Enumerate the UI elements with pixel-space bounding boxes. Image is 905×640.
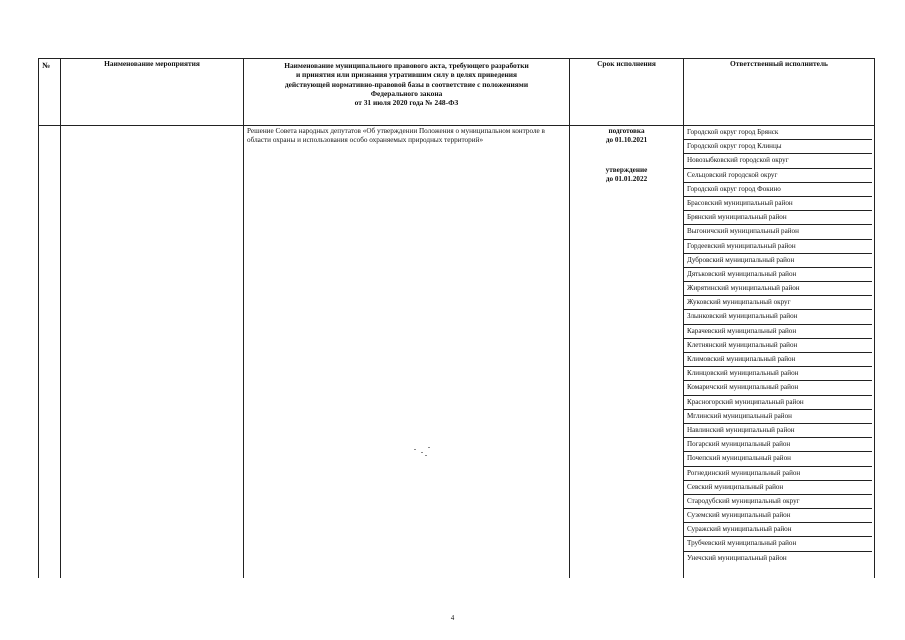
executor-list	[684, 126, 874, 565]
row-event-cell	[61, 126, 244, 579]
executor-item: Сельцовский городской округ	[684, 169, 872, 183]
measures-table	[38, 58, 875, 578]
row-act-cell	[244, 126, 570, 579]
executor-item: Выгоничский муниципальный район	[684, 225, 872, 239]
prep-date: до 01.10.2021	[605, 136, 648, 145]
executor-item: Стародубский муниципальный округ	[684, 495, 872, 509]
header-event-name: Наименование мероприятия	[61, 59, 244, 126]
executor-item: Злынковский муниципальный район	[684, 310, 872, 324]
executor-item: Навлинский муниципальный район	[684, 424, 872, 438]
row-executors-cell	[684, 126, 875, 579]
executor-item: Гордеевский муниципальный район	[684, 240, 872, 254]
executor-item: Севский муниципальный район	[684, 481, 872, 495]
prep-label: подготовка	[608, 127, 645, 135]
executor-item: Мглинский муниципальный район	[684, 410, 872, 424]
deadline-block	[570, 126, 683, 184]
header-act-line: Федерального закона	[370, 88, 443, 98]
executor-item: Брянский муниципальный район	[684, 211, 872, 225]
executor-item: Карачевский муниципальный район	[684, 325, 872, 339]
executor-item: Суражский муниципальный район	[684, 523, 872, 537]
executor-item: Дятьковский муниципальный район	[684, 268, 872, 282]
executor-item: Трубчевский муниципальный район	[684, 537, 872, 551]
executor-item: Комаричский муниципальный район	[684, 381, 872, 395]
executor-item: Городской округ город Клинцы	[684, 140, 872, 154]
executor-item: Брасовский муниципальный район	[684, 197, 872, 211]
executor-item: Суземский муниципальный район	[684, 509, 872, 523]
executor-item: Дубровский муниципальный район	[684, 254, 872, 268]
executor-item: Погарский муниципальный район	[684, 438, 872, 452]
header-act-line: действующей нормативно-правовой базы в соответствие с положениями	[284, 79, 529, 89]
header-act-line: от 31 июля 2020 года № 248-ФЗ	[354, 98, 459, 107]
page-number: 4	[450, 614, 455, 622]
executor-item: Жирятинский муниципальный район	[684, 282, 872, 296]
approve-label: утверждение	[605, 165, 648, 174]
approve-date: до 01.01.2022	[605, 175, 648, 184]
executor-item: Клетнянский муниципальный район	[684, 339, 872, 353]
header-number: №	[39, 59, 61, 126]
executor-item: Жуковский муниципальный округ	[684, 296, 872, 310]
executor-item: Почепский муниципальный район	[684, 452, 872, 466]
executor-item: Новозыбковский городской округ	[684, 154, 872, 168]
executor-item: Клинцовский муниципальный район	[684, 367, 872, 381]
executor-item: Унечский муниципальный район	[687, 553, 787, 562]
executor-item: Рогнединский муниципальный район	[684, 467, 872, 481]
header-act-line: и принятия или признания утратившим силу в целях приведения	[295, 70, 518, 80]
table-row	[39, 126, 875, 579]
header-deadline: Срок исполнения	[570, 59, 684, 126]
executor-item: Красногорский муниципальный район	[684, 396, 872, 410]
header-legal-act	[244, 59, 570, 126]
header-act-line: Наименование муниципального правового акта, требующего разработки	[284, 61, 529, 70]
row-number-cell	[39, 126, 61, 579]
executor-item: Городской округ город Брянск	[684, 126, 872, 140]
table-header-row	[39, 59, 875, 126]
header-executor: Ответственный исполнитель	[684, 59, 875, 126]
row-deadline-cell	[570, 126, 684, 579]
legal-act-title: Решение Совета народных депутатов «Об утверждении Положения о муниципальном контроле в области охраны и использования особо охраняемых природных территорий»	[247, 127, 545, 145]
executor-item: Климовский муниципальный район	[684, 353, 872, 367]
executor-item: Городской округ город Фокино	[684, 183, 872, 197]
